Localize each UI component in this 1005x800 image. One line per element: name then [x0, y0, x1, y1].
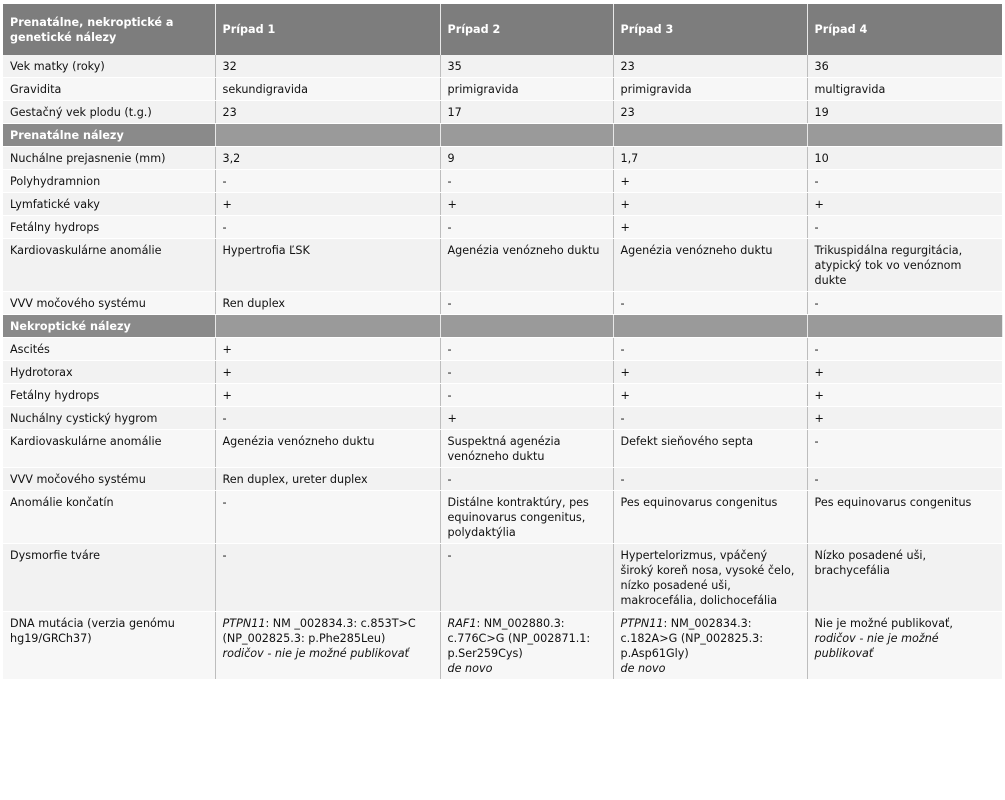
cell: Ren duplex, ureter duplex: [215, 468, 440, 491]
table-row: [3, 239, 1002, 292]
cell: multigravida: [807, 78, 1002, 101]
cell: +: [613, 216, 807, 239]
cell: -: [440, 384, 613, 407]
cell: -: [613, 468, 807, 491]
row-label: Hydrotorax: [3, 361, 215, 384]
cell: -: [613, 292, 807, 315]
cell: +: [807, 193, 1002, 216]
cell: -: [440, 170, 613, 193]
row-label: Nuchálne prejasnenie (mm): [3, 147, 215, 170]
gene-name: PTPN11: [620, 617, 664, 630]
table-row: [3, 361, 1002, 384]
cell: -: [807, 292, 1002, 315]
mutation-origin: de novo: [620, 662, 666, 675]
findings-table: [3, 4, 1003, 680]
cell: -: [215, 216, 440, 239]
cell: Agenézia venózneho duktu: [613, 239, 807, 292]
mutation-origin: de novo: [447, 662, 493, 675]
mutation-text: Nie je možné publikovať,: [814, 617, 953, 630]
cell: Defekt sieňového septa: [613, 430, 807, 468]
cell: Hypertelorizmus, vpáčený široký koreň nosa, vysoké čelo, nízko posadené uši, makrocefália, dolichocefália: [613, 544, 807, 612]
row-label: Dysmorfie tváre: [3, 544, 215, 612]
cell: Ren duplex: [215, 292, 440, 315]
cell: 19: [807, 101, 1002, 124]
cell: 9: [440, 147, 613, 170]
cell: +: [807, 361, 1002, 384]
cell: +: [215, 193, 440, 216]
cell: -: [613, 407, 807, 430]
section-blank: [807, 124, 1002, 147]
table-row: [3, 292, 1002, 315]
mutation-origin: rodičov - nie je možné publikovať: [222, 647, 409, 660]
cell: -: [440, 468, 613, 491]
gene-name: PTPN11: [222, 617, 266, 630]
cell: primigravida: [613, 78, 807, 101]
cell: Hypertrofia ĽSK: [215, 239, 440, 292]
dna-mutation-row: [3, 612, 1002, 680]
cell: +: [215, 384, 440, 407]
mutation-text: : NM_002880.3: c.776C>G (NP_002871.1: p.Ser259Cys): [447, 617, 591, 660]
section-header-necroptic: [3, 315, 1002, 338]
cell: +: [807, 407, 1002, 430]
section-blank: [440, 124, 613, 147]
row-label: VVV močového systému: [3, 468, 215, 491]
section-title: Prenatálne nálezy: [3, 124, 215, 147]
table-row: [3, 544, 1002, 612]
table-row: [3, 491, 1002, 544]
cell: 3,2: [215, 147, 440, 170]
cell: Trikuspidálna regurgitácia, atypický tok vo venóznom dukte: [807, 239, 1002, 292]
table-row: [3, 338, 1002, 361]
cell: +: [440, 193, 613, 216]
row-label: Nuchálny cystický hygrom: [3, 407, 215, 430]
cell: 36: [807, 55, 1002, 78]
mutation-text: : NM _002834.3: c.853T>C (NP_002825.3: p.Phe285Leu): [222, 617, 416, 645]
table-row: [3, 384, 1002, 407]
cell: Suspektná agenézia venózneho duktu: [440, 430, 613, 468]
dna-cell-case-2: [440, 612, 613, 680]
cell: -: [807, 468, 1002, 491]
section-blank: [215, 124, 440, 147]
cell: -: [613, 338, 807, 361]
cell: +: [215, 338, 440, 361]
dna-cell-case-1: [215, 612, 440, 680]
cell: -: [215, 407, 440, 430]
cell: 23: [613, 101, 807, 124]
mutation-text: : NM_002834.3: c.182A>G (NP_002825.3: p.Asp61Gly): [620, 617, 764, 660]
table-row: [3, 216, 1002, 239]
row-label: Ascités: [3, 338, 215, 361]
cell: -: [215, 170, 440, 193]
cell: +: [613, 170, 807, 193]
cell: Distálne kontraktúry, pes equinovarus congenitus, polydaktýlia: [440, 491, 613, 544]
section-blank: [440, 315, 613, 338]
table-row: [3, 101, 1002, 124]
cell: +: [215, 361, 440, 384]
row-label: DNA mutácia (verzia genómu hg19/GRCh37): [3, 612, 215, 680]
row-label: Vek matky (roky): [3, 55, 215, 78]
cell: 17: [440, 101, 613, 124]
cell: -: [807, 170, 1002, 193]
header-case-4: Prípad 4: [807, 4, 1002, 55]
cell: -: [440, 338, 613, 361]
cell: -: [440, 544, 613, 612]
cell: +: [613, 361, 807, 384]
cell: 23: [215, 101, 440, 124]
cell: 32: [215, 55, 440, 78]
cell: -: [807, 216, 1002, 239]
header-case-2: Prípad 2: [440, 4, 613, 55]
row-label: Fetálny hydrops: [3, 216, 215, 239]
cell: -: [440, 216, 613, 239]
section-title: Nekroptické nálezy: [3, 315, 215, 338]
row-label: Gravidita: [3, 78, 215, 101]
cell: 10: [807, 147, 1002, 170]
cell: -: [807, 338, 1002, 361]
row-label: Anomálie končatín: [3, 491, 215, 544]
table-row: [3, 468, 1002, 491]
cell: Pes equinovarus congenitus: [807, 491, 1002, 544]
cell: +: [807, 384, 1002, 407]
cell: +: [613, 384, 807, 407]
row-label: Gestačný vek plodu (t.g.): [3, 101, 215, 124]
table-row: [3, 55, 1002, 78]
table-row: [3, 430, 1002, 468]
cell: -: [440, 292, 613, 315]
table-row: [3, 193, 1002, 216]
cell: Agenézia venózneho duktu: [440, 239, 613, 292]
row-label: Lymfatické vaky: [3, 193, 215, 216]
cell: -: [215, 544, 440, 612]
section-blank: [807, 315, 1002, 338]
cell: 23: [613, 55, 807, 78]
cell: 35: [440, 55, 613, 78]
cell: sekundigravida: [215, 78, 440, 101]
table-header: [3, 4, 1002, 55]
row-label: Fetálny hydrops: [3, 384, 215, 407]
row-label: Polyhydramnion: [3, 170, 215, 193]
row-label: Kardiovaskulárne anomálie: [3, 430, 215, 468]
section-blank: [613, 315, 807, 338]
row-label: VVV močového systému: [3, 292, 215, 315]
cell: -: [440, 361, 613, 384]
table-row: [3, 407, 1002, 430]
mutation-origin: rodičov - nie je možné publikovať: [814, 632, 939, 660]
table-row: [3, 147, 1002, 170]
table-row: [3, 78, 1002, 101]
header-case-3: Prípad 3: [613, 4, 807, 55]
cell: 1,7: [613, 147, 807, 170]
dna-cell-case-4: [807, 612, 1002, 680]
cell: +: [440, 407, 613, 430]
section-blank: [215, 315, 440, 338]
cell: -: [807, 430, 1002, 468]
cell: primigravida: [440, 78, 613, 101]
section-blank: [613, 124, 807, 147]
row-label: Kardiovaskulárne anomálie: [3, 239, 215, 292]
gene-name: RAF1: [447, 617, 477, 630]
header-title: Prenatálne, nekroptické a genetické nálezy: [3, 4, 215, 55]
cell: Pes equinovarus congenitus: [613, 491, 807, 544]
header-case-1: Prípad 1: [215, 4, 440, 55]
cell: Nízko posadené uši, brachycefália: [807, 544, 1002, 612]
section-header-prenatal: [3, 124, 1002, 147]
cell: -: [215, 491, 440, 544]
table-row: [3, 170, 1002, 193]
cell: Agenézia venózneho duktu: [215, 430, 440, 468]
cell: +: [613, 193, 807, 216]
dna-cell-case-3: [613, 612, 807, 680]
